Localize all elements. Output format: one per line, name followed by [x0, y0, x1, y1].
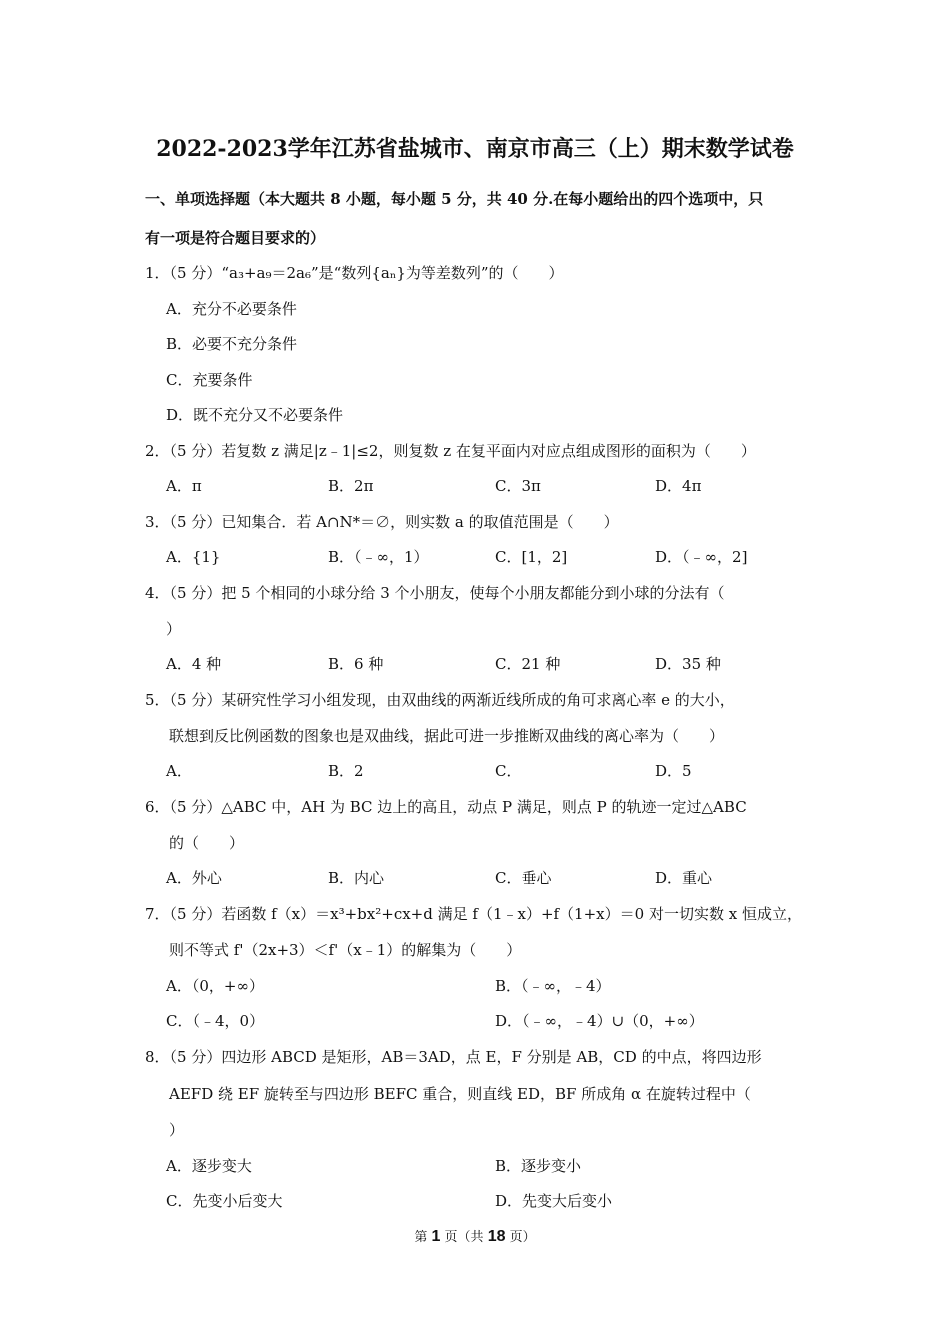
q6-option-a: A．外心 [166, 869, 222, 887]
q4-option-a: A．4 种 [166, 655, 222, 673]
q5-option-c: C． [495, 762, 522, 780]
question-7-line2: 则不等式 f'（2x+3）＜f'（x﹣1）的解集为（ ） [169, 941, 522, 959]
q1-option-b: B．必要不充分条件 [166, 335, 298, 353]
q2-option-b: B．2π [328, 477, 374, 495]
q1-option-c: C．充要条件 [166, 371, 253, 389]
question-4-line2: ） [166, 620, 182, 638]
q7-option-d: D．（﹣∞，﹣4）∪（0，+∞） [495, 1012, 704, 1030]
q3-option-c: C．[1，2] [495, 548, 568, 566]
q1-option-a: A．充分不必要条件 [166, 300, 297, 318]
q7-option-a: A．（0，+∞） [166, 977, 264, 995]
q8-option-d: D．先变大后变小 [495, 1192, 613, 1210]
q6-option-c: C．垂心 [495, 869, 552, 887]
q5-option-d: D．5 [655, 762, 692, 780]
q2-option-c: C．3π [495, 477, 541, 495]
q5-option-a: A． [166, 762, 192, 780]
q8-option-b: B．逐步变小 [495, 1157, 582, 1175]
q2-option-a: A．π [166, 477, 202, 495]
section-heading-line1: 一、单项选择题（本大题共 8 小题，每小题 5 分，共 40 分.在每小题给出的四个选项中，只 [145, 190, 764, 208]
q8-option-a: A．逐步变大 [166, 1157, 252, 1175]
q4-option-b: B．6 种 [328, 655, 384, 673]
q7-option-c: C．（﹣4，0） [166, 1012, 265, 1030]
footer-total-pages: 18 [487, 1228, 506, 1245]
q5-option-b: B．2 [328, 762, 364, 780]
footer-prefix: 第 [414, 1230, 428, 1245]
question-4-line1: 4．（5 分）把 5 个相同的小球分给 3 个小朋友，使每个小朋友都能分到小球的分法有（ [145, 584, 725, 602]
question-8-line2: AEFD 绕 EF 旋转至与四边形 BEFC 重合，则直线 ED，BF 所成角 α 在旋转过程中（ [169, 1085, 751, 1103]
question-5-line1: 5．（5 分）某研究性学习小组发现，由双曲线的两渐近线所成的角可求离心率 e 的大小， [145, 691, 735, 709]
q3-option-a: A．{1} [166, 548, 221, 566]
question-1: 1．（5 分）“a₃+a₉＝2a₆”是“数列{aₙ}为等差数列”的（ ） [145, 264, 564, 282]
q2-option-d: D．4π [655, 477, 702, 495]
q6-option-b: B．内心 [328, 869, 385, 887]
page-title: 2022-2023学年江苏省盐城市、南京市高三（上）期末数学试卷 [156, 136, 794, 162]
q1-option-d: D．既不充分又不必要条件 [166, 406, 344, 424]
question-5-line2: 联想到反比例函数的图象也是双曲线，据此可进一步推断双曲线的离心率为（ ） [169, 727, 725, 745]
question-3: 3．（5 分）已知集合．若 A∩N*＝∅，则实数 a 的取值范围是（ ） [145, 513, 619, 531]
q6-option-d: D．重心 [655, 869, 713, 887]
footer-middle: 页（共 [444, 1230, 484, 1245]
q4-option-d: D．35 种 [655, 655, 721, 673]
question-7-line1: 7．（5 分）若函数 f（x）＝x³+bx²+cx+d 满足 f（1﹣x）+f（1+x）＝0 对一切实数 x 恒成立， [145, 905, 802, 923]
footer-suffix: 页） [509, 1230, 536, 1245]
page-footer [0, 1226, 950, 1246]
section-heading-line2: 有一项是符合题目要求的） [145, 229, 326, 247]
question-2: 2．（5 分）若复数 z 满足|z﹣1|≤2，则复数 z 在复平面内对应点组成图形的面积为（ ） [145, 442, 756, 460]
question-6-line2: 的（ ） [169, 834, 245, 852]
question-8-line1: 8．（5 分）四边形 ABCD 是矩形，AB＝3AD，点 E，F 分别是 AB，CD 的中点，将四边形 [145, 1048, 762, 1066]
q8-option-c: C．先变小后变大 [166, 1192, 283, 1210]
question-8-line3: ） [169, 1121, 185, 1139]
question-6-line1: 6．（5 分）△ABC 中，AH 为 BC 边上的高且，动点 P 满足，则点 P 的轨迹一定过△ABC [145, 798, 747, 816]
q7-option-b: B．（﹣∞，﹣4） [495, 977, 611, 995]
footer-page-number: 1 [431, 1228, 441, 1245]
q3-option-b: B．（﹣∞，1） [328, 548, 429, 566]
q3-option-d: D．（﹣∞，2] [655, 548, 748, 566]
q4-option-c: C．21 种 [495, 655, 561, 673]
